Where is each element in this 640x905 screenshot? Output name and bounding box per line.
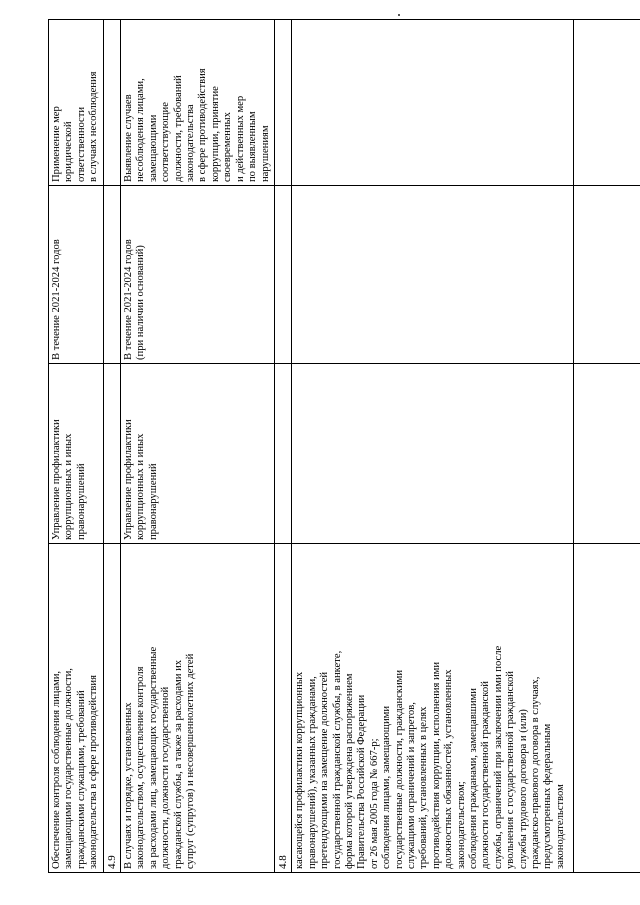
cell-measure-4-9: Обеспечение контроля соблюдения лицами, замещающими государственные должности, гражданскими служащими, требований законодательства в сфере противодействия xyxy=(49,544,104,873)
cell-num-4-9: 4.9 xyxy=(103,544,120,873)
table-row xyxy=(292,20,574,873)
cell-executor-continued xyxy=(292,364,574,544)
document-page xyxy=(48,20,605,873)
cell-result-continued xyxy=(292,20,574,186)
cell-executor-4-8: Управление профилактики коррупционных и иных правонарушений xyxy=(121,364,275,544)
scan-speck xyxy=(398,14,400,16)
cell-result-4-8: Выявление случаев несоблюдения лицами, замещающими соответствующие должности, требований законодательства в сфере противодействия коррупции, принятие своевременных и действенных мер по выявленным нарушениям xyxy=(121,20,275,186)
cell-blank xyxy=(574,186,640,364)
cell-num-continued xyxy=(574,544,640,873)
cell-measure-continued: касающейся профилактики коррупционных правонарушений), указанных гражданами, претендующими на замещение должностей государственной гражданской службы, в анкете, форма которой утверждена распоряжением Правительства Российской Федерации от 26 мая 2005 года № 667-р; соблюдения лицами, замещающими государственные должности, гражданскими служащими ограничений и запретов, требований, установленных в целях противодействия коррупции, исполнения ими должностных обязанностей, установленных законодательством; соблюдения гражданами, замещавшими должности государственной гражданской службы, ограничений при заключении ими после увольнения с государственной гражданской службы трудового договора и (или) гражданско-правового договора в случаях, предусмотренных федеральным законодательством xyxy=(292,544,574,873)
cell-term-4-9: В течение 2021-2024 годов xyxy=(49,186,104,364)
cell-blank xyxy=(274,364,291,544)
cell-blank xyxy=(574,364,640,544)
cell-blank xyxy=(274,186,291,364)
cell-blank xyxy=(274,20,291,186)
cell-blank xyxy=(103,186,120,364)
cell-measure-4-8: В случаях и порядке, установленных законодательством, осуществление контроля за расходами лиц, замещающих государственные должности, должности государственной гражданской службы, а также за расходами их супруг (супругов) и несовершеннолетних детей xyxy=(121,544,275,873)
table-row xyxy=(574,20,640,873)
cell-blank xyxy=(574,20,640,186)
rotated-table-container xyxy=(48,20,605,873)
cell-term-4-8: В течение 2021-2024 годов (при наличии оснований) xyxy=(121,186,275,364)
cell-result-4-9: Применение мер юридической ответственности в случаях несоблюдения xyxy=(49,20,104,186)
table-row xyxy=(274,20,291,873)
cell-blank xyxy=(103,20,120,186)
cell-num-4-8: 4.8 xyxy=(274,544,291,873)
cell-blank xyxy=(103,364,120,544)
table-row xyxy=(103,20,120,873)
cell-executor-4-9: Управление профилактики коррупционных и иных правонарушений xyxy=(49,364,104,544)
table-row xyxy=(49,20,104,873)
table-row xyxy=(121,20,275,873)
anticorruption-plan-table xyxy=(48,19,640,873)
cell-term-continued xyxy=(292,186,574,364)
